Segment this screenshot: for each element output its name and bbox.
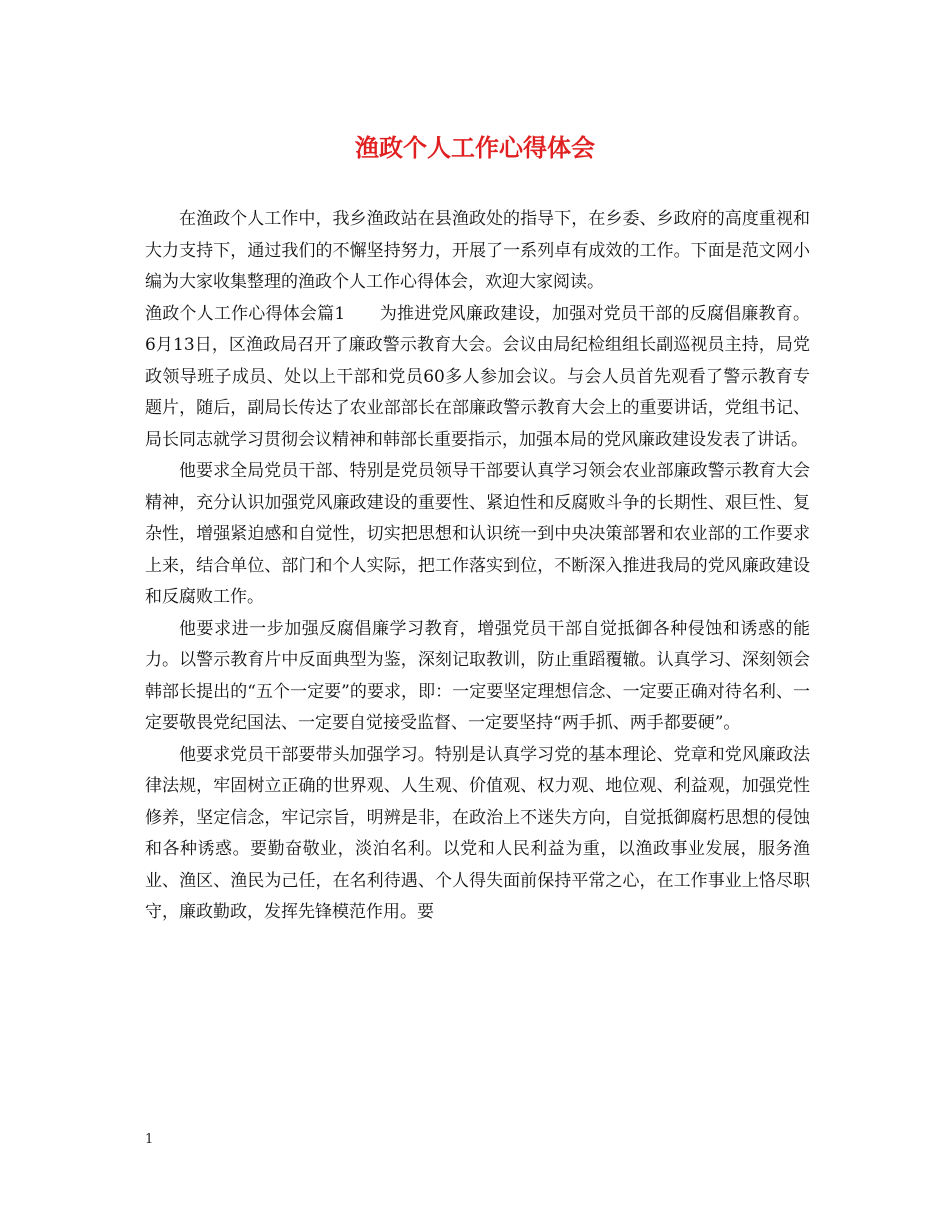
paragraph-section-1: 渔政个人工作心得体会篇1 为推进党风廉政建设，加强对党员干部的反腐倡廉教育。6月13日，区渔政局召开了廉政警示教育大会。会议由局纪检组组长副巡视员主持，局党政领导班子成员、处以上干部和党员60多人参加会议。与会人员首先观看了警示教育专题片，随后，副局长传达了农业部部长在部廉政警示教育大会上的重要讲话，党组书记、局长同志就学习贯彻会议精神和韩部长重要指示，加强本局的党风廉政建设发表了讲话。 — [145, 303, 810, 450]
paragraph-requirement-3: 他要求党员干部要带头加强学习。特别是认真学习党的基本理论、党章和党风廉政法律法规，牢固树立正确的世界观、人生观、价值观、权力观、地位观、利益观，加强党性修养，坚定信念，牢记宗旨，明辨是非，在政治上不迷失方向，自觉抵御腐朽思想的侵蚀和各种诱惑。要勤奋敬业，淡泊名利。以党和人民利益为重，以渔政事业发展，服务渔业、渔区、渔民为己任，在名利待遇、个人得失面前保持平常之心，在工作事业上恪尽职守，廉政勤政，发挥先锋模范作用。要 — [145, 744, 810, 922]
document-title: 渔政个人工作心得体会 — [355, 133, 595, 162]
document-body — [145, 204, 810, 929]
paragraph-intro: 在渔政个人工作中，我乡渔政站在县渔政处的指导下，在乡委、乡政府的高度重视和大力支持下，通过我们的不懈坚持努力，开展了一系列卓有成效的工作。下面是范文网小编为大家收集整理的渔政个人工作心得体会，欢迎大家阅读。 — [145, 209, 810, 292]
paragraph-requirement-2: 他要求进一步加强反腐倡廉学习教育，增强党员干部自觉抵御各种侵蚀和诱惑的能力。以警示教育片中反面典型为鉴，深刻记取教训，防止重蹈覆辙。认真学习、深刻领会韩部长提出的“五个一定要”的要求，即：一定要坚定理想信念、一定要正确对待名利、一定要敬畏党纪国法、一定要自觉接受监督、一定要坚持“两手抓、两手都要硬”。 — [145, 618, 810, 733]
paragraph-requirement-1: 他要求全局党员干部、特别是党员领导干部要认真学习领会农业部廉政警示教育大会精神，充分认识加强党风廉政建设的重要性、紧迫性和反腐败斗争的长期性、艰巨性、复杂性，增强紧迫感和自觉性，切实把思想和认识统一到中央决策部署和农业部的工作要求上来，结合单位、部门和个人实际，把工作落实到位，不断深入推进我局的党风廉政建设和反腐败工作。 — [145, 461, 810, 607]
page-number: 1 — [145, 1132, 154, 1147]
